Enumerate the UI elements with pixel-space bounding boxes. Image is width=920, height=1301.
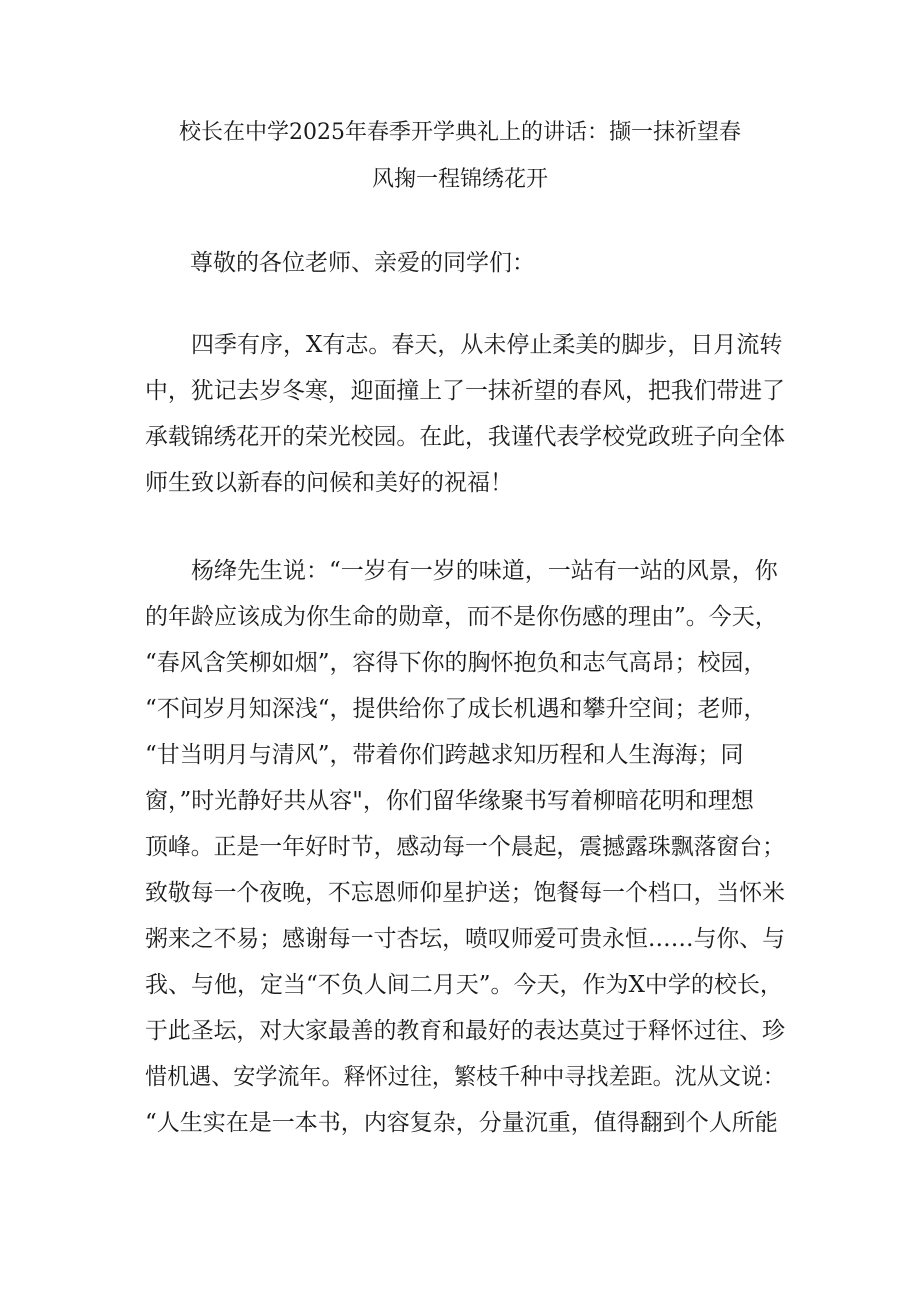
paragraph-line: “人生实在是一本书，内容复杂，分量沉重，值得翻到个人所能: [145, 1110, 778, 1136]
paragraph-line: “不问岁月知深浅“，提供给你了成长机遇和攀升空间；老师，: [145, 696, 767, 722]
paragraph-line: 的年龄应该成为你生命的勋章，而不是你伤感的理由”。今天，: [145, 604, 778, 630]
paragraph-line: 于此圣坛，对大家最善的教育和最好的表达莫过于释怀过往、珍: [145, 1018, 785, 1044]
paragraph-line: 中，犹记去岁冬寒，迎面撞上了一抹祈望的春风，把我们带进了: [145, 378, 785, 404]
paragraph-1: [145, 322, 785, 506]
paragraph-line: 四季有序，X有志。春天，从未停止柔美的脚步，日月流转: [145, 332, 783, 358]
paragraph-line: “春风含笑柳如烟”，容得下你的胸怀抱负和志气高昂；校园，: [145, 650, 767, 676]
greeting: 尊敬的各位老师、亲爱的同学们：: [190, 250, 535, 276]
document-title-line-2: 风掬一程锦绣花开: [371, 167, 548, 192]
paragraph-line: “甘当明月与清风”，带着你们跨越求知历程和人生海海；同: [145, 742, 744, 768]
paragraph-line: 致敬每一个夜晚，不忘恩师仰星护送；饱餐每一个档口，当怀米: [145, 880, 785, 906]
paragraph-2: [145, 548, 785, 1146]
document-title-line-1: 校长在中学2025年春季开学典礼上的讲话：撷一抹祈望春: [179, 120, 741, 145]
paragraph-line: 粥来之不易；感谢每一寸杏坛，喷叹师爱可贵永恒……与你、与: [145, 926, 785, 952]
paragraph-line: 惜机遇、安学流年。释怀过往，繁枝千种中寻找差距。沈从文说：: [145, 1064, 785, 1090]
paragraph-line: 我、与他，定当“不负人间二月天”。今天，作为X中学的校长，: [145, 972, 783, 998]
paragraph-line: 窗，”时光静好共从容"，你们留华缘聚书写着柳暗花明和理想: [145, 788, 754, 814]
paragraph-line: 承载锦绣花开的荣光校园。在此，我谨代表学校党政班子向全体: [145, 424, 785, 450]
paragraph-line: 杨绛先生说：“一岁有一岁的味道，一站有一站的风景，你: [145, 558, 778, 584]
paragraph-line: 顶峰。正是一年好时节，感动每一个晨起，震撼露珠飘落窗台；: [145, 834, 785, 860]
paragraph-line: 师生致以新春的问候和美好的祝福！: [145, 470, 513, 496]
